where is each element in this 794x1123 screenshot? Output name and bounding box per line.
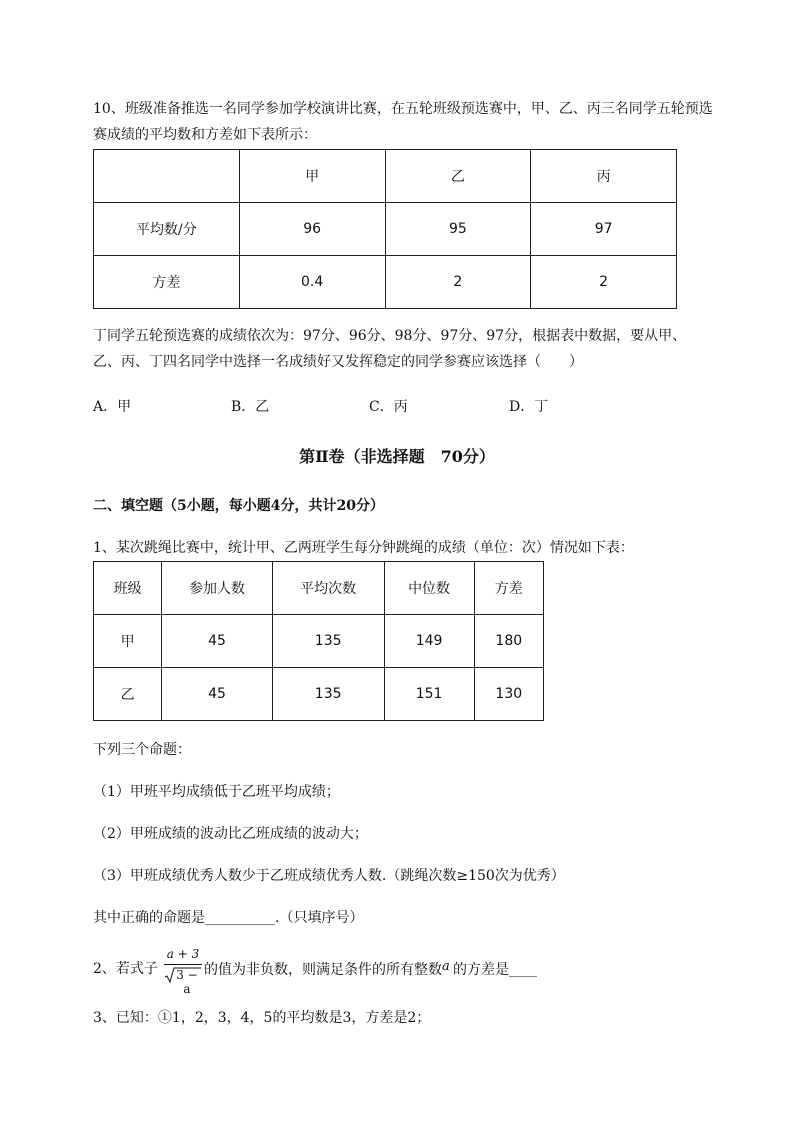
- table-cell: 130: [474, 668, 543, 721]
- table-cell: 135: [272, 668, 384, 721]
- q10-option-d: D．丁: [509, 399, 549, 415]
- section-subtitle: 二、填空题（5小题，每小题4分，共计20分）: [93, 498, 384, 514]
- q10-header-jia: 甲: [239, 150, 385, 203]
- table-row: [94, 256, 677, 309]
- fraction-bar: [164, 964, 202, 965]
- q10-option-a: A．甲: [93, 399, 132, 415]
- q10-text-line1: 10、班级准备推选一名同学参加学校演讲比赛，在五轮班级预选赛中，甲、乙、丙三名同学五轮预选: [93, 101, 713, 117]
- table-cell: 0.4: [239, 256, 385, 309]
- table-cell: 2: [531, 256, 677, 309]
- q1-intro: 下列三个命题：: [93, 742, 191, 758]
- q1-statement-1: （1）甲班平均成绩低于乙班平均成绩；: [93, 784, 340, 800]
- q1-text-line1: 1、某次跳绳比赛中，统计甲、乙两班学生每分钟跳绳的成绩（单位：次）情况如下表：: [93, 540, 634, 556]
- table-cell: 96: [239, 203, 385, 256]
- table-cell: 45: [162, 668, 273, 721]
- q2-suffix-b: 的方差是____: [453, 962, 537, 978]
- q1-header-median: 中位数: [384, 562, 474, 615]
- q1-statement-2: （2）甲班成绩的波动比乙班成绩的波动大；: [93, 826, 368, 842]
- q1-table: [93, 561, 544, 721]
- q10-table: [93, 149, 677, 309]
- q10-text-line2: 赛成绩的平均数和方差如下表所示：: [93, 127, 317, 143]
- table-cell: 180: [474, 615, 543, 668]
- table-cell: 149: [384, 615, 474, 668]
- table-cell: 甲: [94, 615, 162, 668]
- table-cell: 151: [384, 668, 474, 721]
- table-cell: 97: [531, 203, 677, 256]
- q1-statement-3: （3）甲班成绩优秀人数少于乙班成绩优秀人数.（跳绳次数≥150次为优秀）: [93, 868, 565, 884]
- table-cell: 45: [162, 615, 273, 668]
- q1-header-mean: 平均次数: [272, 562, 384, 615]
- table-cell: 2: [385, 256, 531, 309]
- q1-blank-line: 其中正确的命题是__________.（只填序号）: [93, 910, 364, 926]
- table-cell: 平均数/分: [94, 203, 240, 256]
- q2-variable: a: [442, 959, 450, 974]
- table-cell: 乙: [94, 668, 162, 721]
- q2-fraction-numerator: a + 3: [166, 947, 200, 961]
- table-row: [94, 668, 544, 721]
- q10-header-yi: 乙: [385, 150, 531, 203]
- table-cell: 方差: [94, 256, 240, 309]
- q3-text-line1: 3、已知：①1，2，3，4，5的平均数是3，方差是2；: [93, 1010, 431, 1026]
- table-cell: 135: [272, 615, 384, 668]
- q2-prefix: 2、若式子: [93, 961, 158, 977]
- q10-header-empty: [94, 150, 240, 203]
- table-row: [94, 615, 544, 668]
- table-row: [94, 203, 677, 256]
- table-cell: 95: [385, 203, 531, 256]
- q10-after-line2: 乙、丙、丁四名同学中选择一名成绩好又发挥稳定的同学参赛应该选择（ ）: [93, 354, 583, 370]
- q1-header-variance: 方差: [474, 562, 543, 615]
- q2-fraction-denominator: 3 − a: [176, 968, 198, 996]
- q10-option-b: B．乙: [231, 399, 270, 415]
- q10-option-c: C．丙: [369, 399, 408, 415]
- q1-header-class: 班级: [94, 562, 162, 615]
- q1-header-count: 参加人数: [162, 562, 273, 615]
- q10-header-bing: 丙: [531, 150, 677, 203]
- section-title: 第Ⅱ卷（非选择题 70分）: [299, 447, 495, 466]
- q10-after-line1: 丁同学五轮预选赛的成绩依次为：97分、96分、98分、97分、97分，根据表中数据，要从甲、: [93, 328, 687, 344]
- q2-suffix-a: 的值为非负数，则满足条件的所有整数: [204, 962, 442, 978]
